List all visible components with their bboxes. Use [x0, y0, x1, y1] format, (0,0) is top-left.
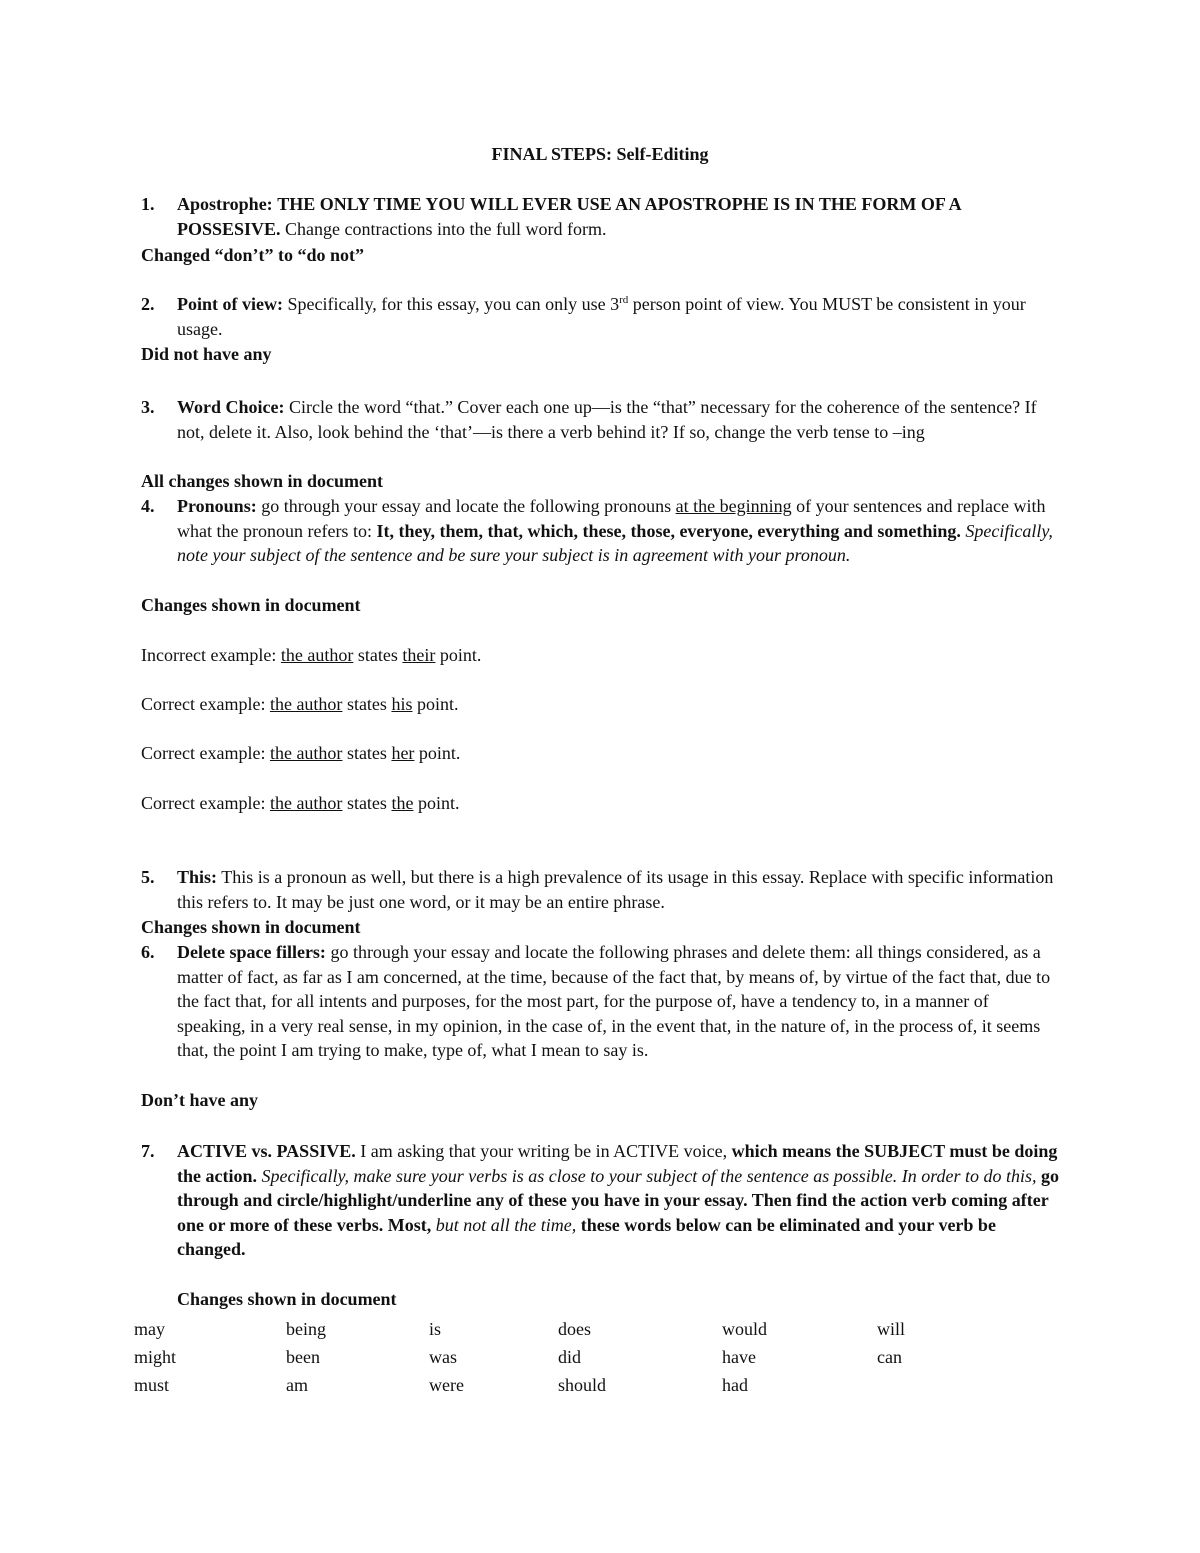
item-term: Pronouns: — [177, 496, 257, 516]
item-active-passive — [141, 1139, 1061, 1262]
item-text — [177, 940, 1061, 1063]
table-cell: must — [134, 1375, 170, 1395]
example-line: Correct example: the author states his point. — [141, 694, 459, 714]
example-line: Correct example: the author states the point. — [141, 793, 460, 813]
table-cell: being — [286, 1319, 326, 1339]
table-cell: will — [877, 1319, 906, 1339]
bold-conclusion: these words below can be eliminated and your verb be changed. — [177, 1214, 996, 1260]
italic-qualifier: but not all the time, — [435, 1214, 577, 1235]
item-this — [141, 865, 1061, 914]
table-cell: have — [722, 1347, 756, 1367]
item-word-choice — [141, 395, 1061, 444]
item-number: 3. — [141, 397, 155, 417]
example-line: Incorrect example: the author states their point. — [141, 645, 482, 665]
item-note: Did not have any — [141, 344, 272, 364]
item-note: All changes shown in document — [141, 471, 384, 491]
item-instruction: go through your essay and locate the following phrases and delete them: all things considered, as a matter of fact, as far as I am concerned, at the time, because of the fact that, by means of, by virtue of the fact that, due to the fact that, for all intents and purposes, for the most part, for the purpose of, have a tendency to, in a manner of speaking, in a very real sense, in my opinion, in the case of, in the event that, in the nature of, in the process of, it seems that, the point I am trying to make, type of, what I mean to say is. — [177, 942, 1051, 1061]
superscript: rd — [619, 294, 629, 306]
example-line: Correct example: the author states her point. — [141, 743, 461, 763]
item-instruction-cont: person point of view. You MUST be consistent in your usage. — [177, 294, 1026, 339]
table-cell: would — [722, 1319, 767, 1339]
table-cell: might — [134, 1347, 177, 1367]
item-number: 2. — [141, 294, 155, 314]
table-cell: were — [429, 1375, 464, 1395]
example-subject: the author — [269, 694, 343, 714]
page-title: FINAL STEPS: Self-Editing — [491, 144, 709, 164]
example-pronoun: her — [391, 743, 415, 763]
item-instruction: Specifically, for this essay, you can only use 3 — [287, 294, 620, 314]
item-space-fillers — [141, 940, 1061, 1063]
example-pronoun: his — [391, 694, 413, 714]
item-apostrophe — [141, 192, 1061, 241]
item-term: Apostrophe: — [177, 194, 273, 214]
item-text — [177, 192, 1061, 241]
item-number: 4. — [141, 496, 155, 516]
item-note: Changes shown in document — [141, 917, 361, 937]
item-number: 5. — [141, 867, 155, 887]
item-caps-rule: THE ONLY TIME YOU WILL EVER USE AN APOSTROPHE IS IN THE FORM OF A POSSESIVE. — [177, 194, 961, 239]
item-text — [177, 865, 1061, 914]
item-instruction: This is a pronoun as well, but there is a high prevalence of its usage in this essay. Replace with specific information this refers to. It may be just one word, or it may be an entire phrase. — [177, 867, 1054, 912]
item-text — [177, 1139, 1061, 1262]
table-cell: does — [558, 1319, 591, 1339]
item-note: Changes shown in document — [177, 1289, 397, 1309]
item-term: Word Choice: — [177, 397, 285, 417]
example-subject: the author — [280, 645, 354, 665]
item-text — [177, 494, 1061, 568]
table-cell: is — [429, 1319, 442, 1339]
item-note: Changes shown in document — [141, 595, 361, 615]
example-subject: the author — [269, 743, 343, 763]
table-cell: can — [877, 1347, 902, 1367]
item-term: Point of view: — [177, 294, 283, 314]
item-instruction: Circle the word “that.” Cover each one up—is the “that” necessary for the coherence of the sentence? If not, delete it. Also, look behind the ‘that’—is there a verb behind it? If so, change the verb tense to –ing — [177, 397, 1037, 442]
item-pronouns — [141, 494, 1061, 568]
item-term: This: — [177, 867, 218, 887]
item-note: Changed “don’t” to “do not” — [141, 245, 365, 265]
item-term: ACTIVE vs. PASSIVE. — [177, 1141, 356, 1161]
table-cell: was — [429, 1347, 457, 1367]
item-instruction: I am asking that your writing be in ACTIVE voice, — [360, 1141, 728, 1161]
item-text — [177, 292, 1061, 341]
item-term: Delete space fillers: — [177, 942, 326, 962]
table-cell: may — [134, 1319, 165, 1339]
item-number: 7. — [141, 1141, 155, 1161]
italic-note: Specifically, make sure your verbs is as close to your subject of the sentence as possible. In order to do this, — [261, 1165, 1037, 1186]
pronoun-list: It, they, them, that, which, these, those, everyone, everything and something. — [376, 520, 961, 541]
example-subject: the author — [269, 793, 343, 813]
table-cell: had — [722, 1375, 748, 1395]
item-number: 6. — [141, 942, 155, 962]
item-instruction: Change contractions into the full word form. — [285, 218, 607, 239]
table-cell: should — [558, 1375, 607, 1395]
item-instruction-cont: of your sentences and replace with what the pronoun refers to: — [177, 496, 1046, 541]
bold-instruction: go through and circle/highlight/underline any of these you have in your essay. Then find the action verb coming after one or more of these verbs. Most, — [177, 1165, 1060, 1235]
item-text — [177, 395, 1061, 444]
item-point-of-view — [141, 292, 1061, 341]
item-number: 1. — [141, 194, 155, 214]
table-cell: been — [286, 1347, 320, 1367]
table-cell: did — [558, 1347, 582, 1367]
item-instruction: go through your essay and locate the following pronouns — [261, 496, 672, 516]
bold-statement: which means the SUBJECT must be doing the action. — [177, 1141, 1058, 1186]
example-pronoun: the — [391, 793, 414, 813]
table-cell: am — [286, 1375, 308, 1395]
item-note: Don’t have any — [141, 1090, 259, 1110]
underlined-phrase: at the beginning — [675, 496, 792, 516]
example-pronoun: their — [402, 645, 436, 665]
italic-note: Specifically, note your subject of the sentence and be sure your subject is in agreement with your pronoun. — [177, 520, 1053, 566]
